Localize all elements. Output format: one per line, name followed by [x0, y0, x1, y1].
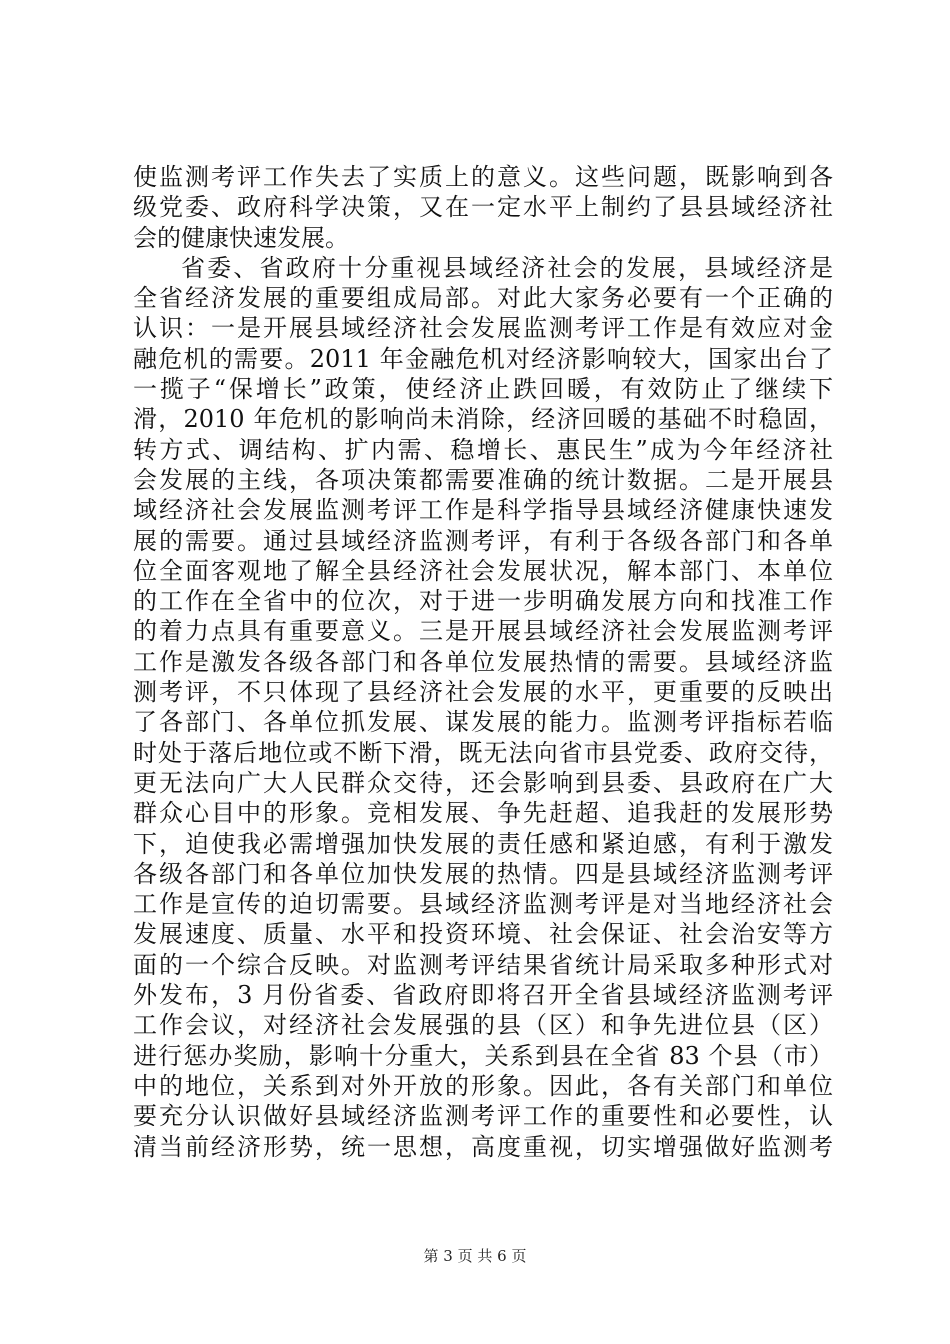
- text-line: 了各部门、各单位抓发展、谋发展的能力。监测考评指标若临: [133, 708, 833, 737]
- text-line: 各级各部门和各单位加快发展的热情。四是县域经济监测考评: [133, 859, 833, 888]
- text-line: 位全面客观地了解全县经济社会发展状况，解本部门、本单位: [133, 556, 833, 585]
- text-line: 工作是激发各级各部门和各单位发展热情的需要。县域经济监: [133, 647, 833, 676]
- text-line: 省委、省政府十分重视县域经济社会的发展，县域经济是: [181, 253, 833, 282]
- text-line: 测考评，不只体现了县经济社会发展的水平，更重要的反映出: [133, 678, 833, 707]
- text-line: 展的需要。通过县域经济监测考评，有利于各级各部门和各单: [133, 526, 833, 555]
- text-line: 会发展的主线，各项决策都需要准确的统计数据。二是开展县: [133, 465, 833, 494]
- text-line: 域经济社会发展监测考评工作是科学指导县域经济健康快速发: [133, 496, 833, 525]
- text-line: 时处于落后地位或不断下滑，既无法向省市县党委、政府交待，: [133, 738, 833, 767]
- text-line: 的工作在全省中的位次，对于进一步明确发展方向和找准工作: [133, 587, 833, 616]
- body-text: [133, 162, 833, 1162]
- text-line: 外发布，3 月份省委、省政府即将召开全省县域经济监测考评: [133, 981, 833, 1010]
- text-line: 工作会议，对经济社会发展强的县（区）和争先进位县（区）: [133, 1011, 833, 1040]
- text-line: 工作是宣传的迫切需要。县域经济监测考评是对当地经济社会: [133, 890, 833, 919]
- text-line: 转方式、调结构、扩内需、稳增长、惠民生”成为今年经济社: [133, 435, 833, 464]
- text-line: 全省经济发展的重要组成局部。对此大家务必要有一个正确的: [133, 284, 833, 313]
- page-number-footer: 第 3 页 共 6 页: [423, 1247, 527, 1265]
- text-line: 更无法向广大人民群众交待，还会影响到县委、县政府在广大: [133, 768, 833, 797]
- text-line: 面的一个综合反映。对监测考评结果省统计局采取多种形式对: [133, 950, 833, 979]
- text-line: 进行惩办奖励，影响十分重大，关系到县在全省 83 个县（市）: [133, 1041, 833, 1070]
- text-line: 清当前经济形势，统一思想，高度重视，切实增强做好监测考: [133, 1132, 833, 1161]
- text-line: 级党委、政府科学决策，又在一定水平上制约了县县域经济社: [133, 193, 833, 222]
- text-line: 的着力点具有重要意义。三是开展县域经济社会发展监测考评: [133, 617, 833, 646]
- text-line: 会的健康快速发展。: [133, 223, 349, 252]
- text-line: 下，迫使我必需增强加快发展的责任感和紧迫感，有利于激发: [133, 829, 833, 858]
- text-line: 群众心目中的形象。竞相发展、争先赶超、追我赶的发展形势: [133, 799, 833, 828]
- text-line: 认识：一是开展县域经济社会发展监测考评工作是有效应对金: [133, 314, 833, 343]
- text-line: 融危机的需要。2011 年金融危机对经济影响较大，国家出台了: [133, 344, 833, 373]
- text-line: 中的地位，关系到对外开放的形象。因此，各有关部门和单位: [133, 1071, 833, 1100]
- text-line: 使监测考评工作失去了实质上的意义。这些问题，既影响到各: [133, 163, 833, 191]
- text-line: 要充分认识做好县域经济监测考评工作的重要性和必要性，认: [133, 1102, 833, 1131]
- text-line: 滑，2010 年危机的影响尚未消除，经济回暖的基础不时稳固，: [133, 405, 833, 434]
- text-line: 一揽子“保增长”政策，使经济止跌回暖，有效防止了继续下: [133, 375, 833, 404]
- text-line: 发展速度、质量、水平和投资环境、社会保证、社会治安等方: [133, 920, 833, 949]
